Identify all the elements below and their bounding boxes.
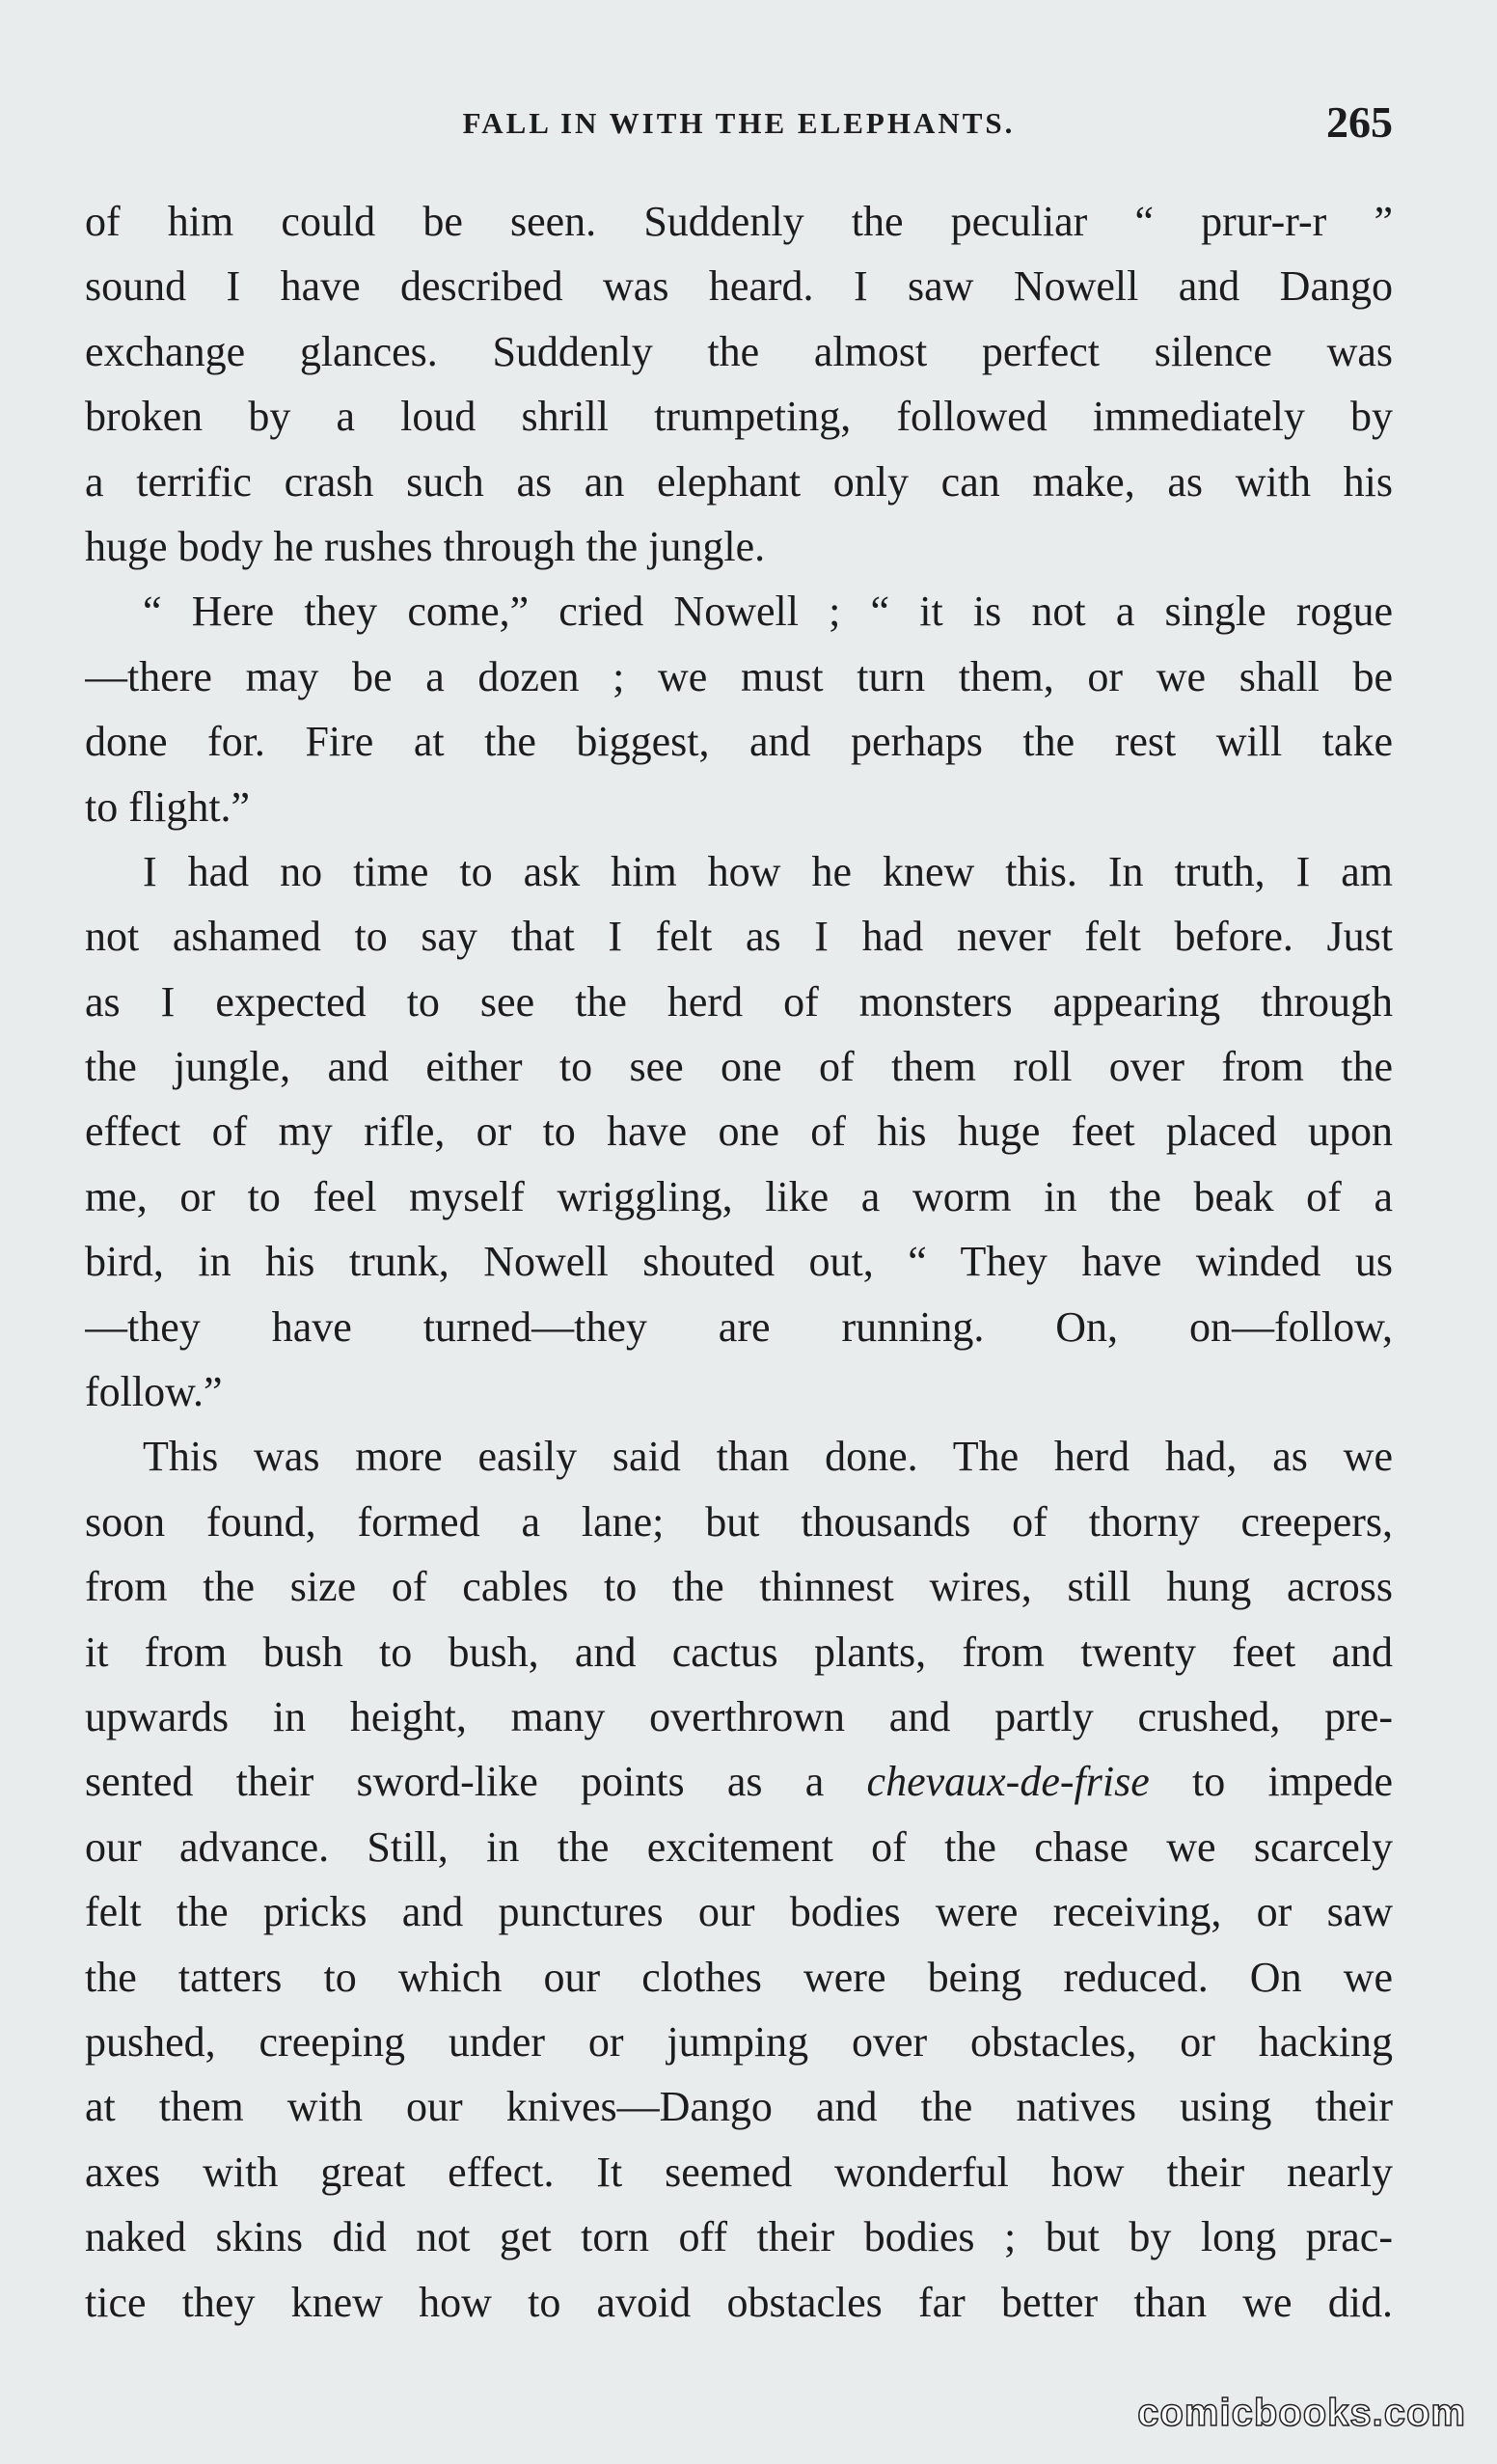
- text-line: the tatters to which our clothes were being reduced. On we: [85, 1953, 1393, 2001]
- text-line: sound I have described was heard. I saw Nowell and Dango: [85, 262, 1393, 311]
- watermark: comicbooks.com: [1137, 2392, 1466, 2434]
- text-line: not ashamed to say that I felt as I had never felt before. Just: [85, 913, 1393, 961]
- text-line: from the size of cables to the thinnest wires, still hung across: [85, 1563, 1393, 1611]
- text-line: This was more easily said than done. The herd had, as we: [143, 1433, 1393, 1481]
- text-line: [85, 1749, 1393, 1814]
- text-line: bird, in his trunk, Nowell shouted out, “ They have winded us: [85, 1238, 1393, 1286]
- text-line: as I expected to see the herd of monsters appearing through: [85, 977, 1393, 1026]
- text-line: at them with our knives—Dango and the natives using their: [85, 2083, 1393, 2131]
- text-line: effect of my rifle, or to have one of his huge feet placed upon: [85, 1108, 1393, 1156]
- text-line: exchange glances. Suddenly the almost perfect silence was: [85, 327, 1393, 375]
- text-line: follow.”: [85, 1368, 223, 1416]
- text-line: huge body he rushes through the jungle.: [85, 522, 766, 570]
- text-line: me, or to feel myself wriggling, like a worm in the beak of a: [85, 1172, 1393, 1220]
- text-line: axes with great effect. It seemed wonderful how their nearly: [85, 2148, 1393, 2196]
- text-line: upwards in height, many overthrown and partly crushed, pre-: [85, 1692, 1393, 1740]
- text-line: felt the pricks and punctures our bodies were receiving, or saw: [85, 1888, 1393, 1936]
- running-head: [85, 96, 1393, 154]
- text-segment: sented their sword-like points as a: [85, 1758, 867, 1806]
- text-line: —they have turned—they are running. On, on—follow,: [85, 1302, 1393, 1351]
- text-line: it from bush to bush, and cactus plants, from twenty feet and: [85, 1628, 1393, 1676]
- page-number: 265: [1326, 97, 1393, 147]
- text-segment: to impede: [1149, 1758, 1393, 1806]
- text-line: broken by a loud shrill trumpeting, followed immediately by: [85, 393, 1393, 441]
- text-line: pushed, creeping under or jumping over obstacles, or hacking: [85, 2017, 1393, 2066]
- body-text: [85, 189, 1393, 2335]
- running-title: FALL IN WITH THE ELEPHANTS.: [462, 106, 1016, 140]
- text-line: our advance. Still, in the excitement of the chase we scarcely: [85, 1822, 1393, 1871]
- text-line: done for. Fire at the biggest, and perhaps the rest will take: [85, 718, 1393, 766]
- italic-phrase: chevaux-de-frise: [866, 1758, 1150, 1806]
- text-line: “ Here they come,” cried Nowell ; “ it is not a single rogue: [143, 588, 1393, 636]
- text-line: the jungle, and either to see one of them roll over from the: [85, 1043, 1393, 1091]
- text-line: to flight.”: [85, 782, 251, 831]
- text-line: tice they knew how to avoid obstacles far better than we did.: [85, 2278, 1393, 2326]
- text-line: naked skins did not get torn off their bodies ; but by long prac-: [85, 2213, 1393, 2261]
- text-line: a terrific crash such as an elephant only can make, as with his: [85, 457, 1393, 506]
- text-line: —there may be a dozen ; we must turn them, or we shall be: [85, 652, 1393, 700]
- text-line: soon found, formed a lane; but thousands of thorny creepers,: [85, 1497, 1393, 1546]
- text-line: I had no time to ask him how he knew this. In truth, I am: [143, 847, 1393, 895]
- text-line: of him could be seen. Suddenly the peculiar “ prur-r-r ”: [85, 198, 1393, 245]
